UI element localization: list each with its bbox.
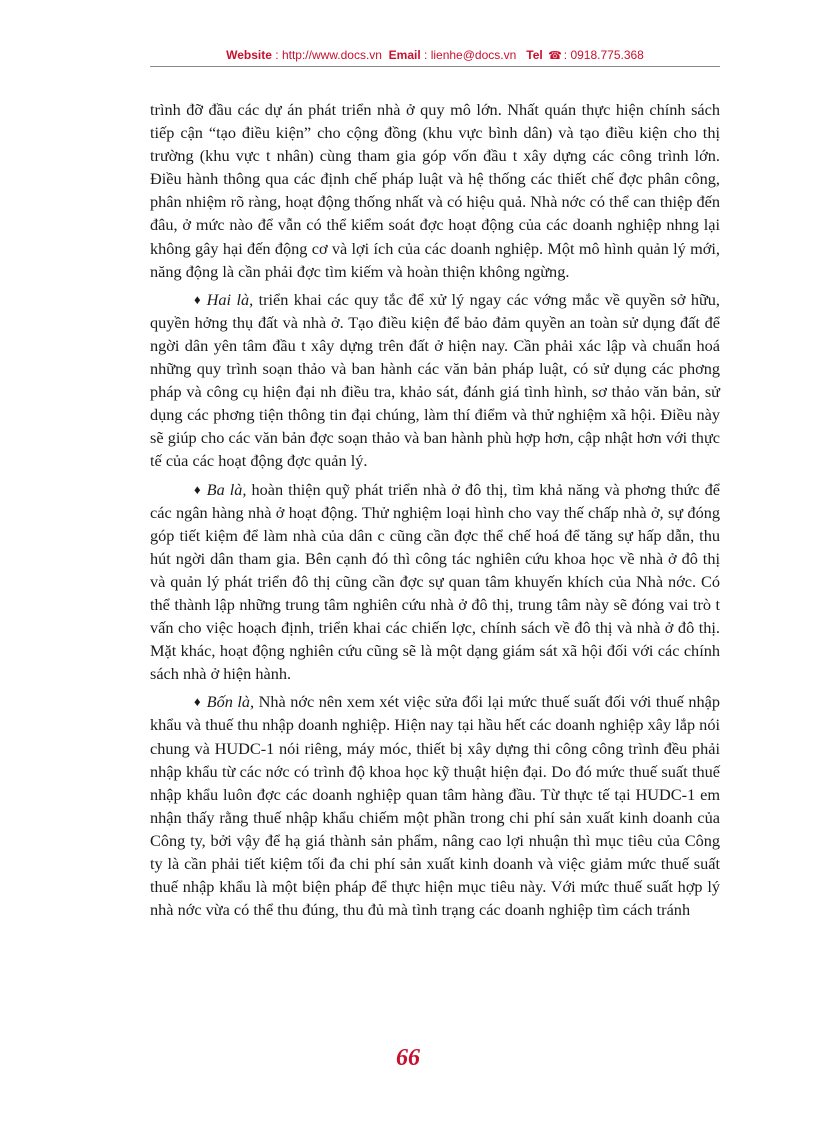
email-value[interactable]: lienhe@docs.vn xyxy=(430,48,517,62)
email-separator: : xyxy=(420,48,431,62)
bullet-diamond-icon: ♦ xyxy=(194,291,201,307)
paragraph-lead: Ba là, xyxy=(206,479,247,499)
website-label: Website xyxy=(226,48,272,62)
document-body xyxy=(150,98,720,926)
header-divider xyxy=(150,66,720,67)
bullet-diamond-icon: ♦ xyxy=(194,481,201,497)
phone-icon: ☎ xyxy=(548,50,562,62)
website-separator: : xyxy=(271,48,282,62)
tel-label: Tel xyxy=(526,48,543,62)
paragraph-lead: Hai là, xyxy=(206,289,254,309)
paragraph-ba-la xyxy=(150,478,720,686)
paragraph-text: triển khai các quy tắc để xử lý ngay các vớng mắc về quyền sở hữu, quyền hởng thụ đất và nhà ở. Tạo điều kiện để bảo đảm quyền an toàn sử dụng đất để ngời dân yên tâm đầu t xây dựng trên đất ở hiện nay. Cần phải xác lập và chuẩn hoá những quy trình soạn thảo và ban hành các văn bản pháp luật, có sử dụng các phơng pháp và công cụ hiện đại nh điều tra, khảo sát, đánh giá tình hình, sơ thảo văn bản, sử dụng các phơng tiện thông tin đại chúng, làm thí điểm và thử nghiệm xã hội. Điều này sẽ giúp cho các văn bản đợc soạn thảo và ban hành phù hợp hơn, cập nhật hơn với thực tế của các hoạt động đợc quản lý. xyxy=(150,289,720,471)
bullet-diamond-icon: ♦ xyxy=(194,694,201,710)
paragraph-text: Nhà nớc nên xem xét việc sửa đổi lại mức thuế suất đối với thuế nhập khẩu và thuế thu nhập doanh nghiệp. Hiện nay tại hầu hết các doanh nghiệp xây lắp nói chung và HUDC-1 nói riêng, máy móc, thiết bị xây dựng thi công công trình đều phải nhập khẩu từ các nớc có trình độ khoa học kỹ thuật hiện đại. Do đó mức thuế suất thuế nhập khẩu luôn đợc các doanh nghiệp quan tâm hàng đầu. Từ thực tế tại HUDC-1 em nhận thấy rằng thuế nhập khẩu chiếm một phần trong chi phí sản xuất kinh doanh của Công ty, bởi vậy để hạ giá thành sản phẩm, nâng cao lợi nhuận thì mục tiêu của Công ty là cần phải tiết kiệm tối đa chi phí sản xuất kinh doanh và việc giảm mức thuế suất thuế nhập khẩu là một biện pháp để thực hiện mục tiêu này. Với mức thuế suất hợp lý nhà nớc vừa có thể thu đúng, thu đủ mà tình trạng các doanh nghiệp tìm cách tránh xyxy=(150,692,721,920)
paragraph-lead: Bốn là, xyxy=(206,692,255,712)
email-label: Email xyxy=(388,48,421,62)
page-header xyxy=(150,48,720,62)
paragraph-text: hoàn thiện quỹ phát triển nhà ở đô thị, tìm khả năng và phơng thức để các ngân hàng nhà ở hoạt động. Thử nghiệm loại hình cho vay thế chấp nhà ở, sự đóng góp tiết kiệm để làm nhà của dân c cũng cần đợc thể chế hoá để tăng sự hấp dẫn, thu hút ngời dân tham gia. Bên cạnh đó thì công tác nghiên cứu khoa học về nhà ở đô thị và quản lý phát triển đô thị cũng cần đợc sự quan tâm khuyến khích của Nhà nớc. Có thể thành lập những trung tâm nghiên cứu nhà ở đô thị, trung tâm này sẽ đóng vai trò t vấn cho việc hoạch định, triển khai các chiến lợc, chính sách về đô thị và nhà ở đô thị. Mặt khác, hoạt động nghiên cứu cũng sẽ là một dạng giám sát xã hội đối với các chính sách nhà ở hiện hành. xyxy=(150,479,721,684)
tel-value: : 0918.775.368 xyxy=(563,48,644,62)
paragraph-bon-la xyxy=(150,690,720,921)
website-url[interactable]: http://www.docs.vn xyxy=(281,48,382,62)
paragraph-continuation: trình đỡ đầu các dự án phát triển nhà ở quy mô lớn. Nhất quán thực hiện chính sách tiếp cận “tạo điều kiện” cho cộng đồng (khu vực bình dân) và tạo điều kiện cho thị trường (khu vực t nhân) cùng tham gia góp vốn đầu t xây dựng các công trình lớn. Điều hành thông qua các định chế pháp luật và hệ thống các thiết chế đợc phân công, phân nhiệm rõ ràng, hoạt động thống nhất và có hiệu quả. Nhà nớc có thể can thiệp đến đâu, ở mức nào để vẫn có thể kiểm soát đợc hoạt động của các doanh nghiệp nhng lại không gây hại đến động cơ và lợi ích của các doanh nghiệp. Một mô hình quản lý mới, năng động là cần phải đợc tìm kiếm và hoàn thiện không ngừng. xyxy=(150,100,720,281)
page-number: 66 xyxy=(396,1045,420,1071)
paragraph-hai-la xyxy=(150,288,720,473)
